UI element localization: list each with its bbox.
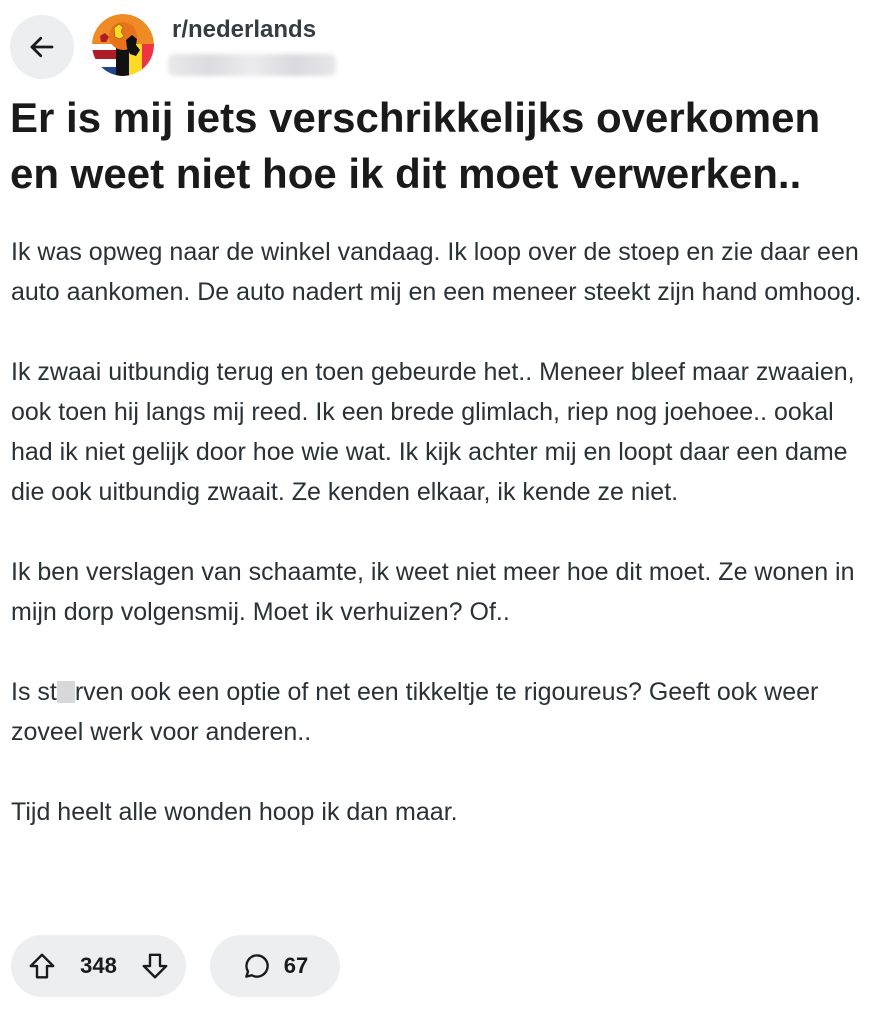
post-paragraph [11,672,881,752]
vote-count: 348 [80,953,117,978]
vote-control [11,935,186,997]
upvote-arrow-icon [27,951,57,981]
post-body [11,232,881,872]
subreddit-name[interactable]: r/nederlands [172,16,317,43]
comment-count: 67 [283,953,309,978]
post-title: Er is mij iets verschrikkelijks overkomen en weet niet hoe ik dit moet verwerken.. [10,94,821,197]
post-paragraph: Ik zwaai uitbundig terug en toen gebeurde het.. Meneer bleef maar zwaaien, ook toen hij langs mij reed. Ik een brede glimlach, riep nog joehoee.. ookal had ik niet gelijk door hoe wie wat. Ik kijk achter mij en loopt daar een dame die ook uitbundig zwaait. Ze kenden elkaar, ik kende ze niet. [11,358,855,506]
subreddit-avatar[interactable] [92,14,154,76]
paragraph-text-part: rven ook een optie of net een tikkeltje te rigoureus? Geeft ook weer zoveel werk voor anderen.. [11,678,819,746]
arrow-left-icon [27,32,57,62]
subreddit-avatar-icon [92,14,154,76]
paragraph-text-part: Is st [11,678,57,706]
comment-bubble-icon [242,951,272,981]
post-header [10,12,870,80]
post-paragraph: Tijd heelt alle wonden hoop ik dan maar. [11,798,458,826]
post-paragraph: Ik ben verslagen van schaamte, ik weet niet meer hoe dit moet. Ze wonen in mijn dorp volgensmij. Moet ik verhuizen? Of.. [11,558,855,626]
post-paragraph: Ik was opweg naar de winkel vandaag. Ik loop over de stoep en zie daar een auto aankomen. De auto nadert mij en een meneer steekt zijn hand omhoog. [11,238,862,306]
downvote-arrow-icon [140,951,170,981]
comments-button[interactable] [210,935,340,997]
redaction-box [57,681,75,703]
downvote-button[interactable] [140,951,170,981]
back-button[interactable] [10,15,74,79]
author-name-redacted [168,54,336,76]
upvote-button[interactable] [27,951,57,981]
